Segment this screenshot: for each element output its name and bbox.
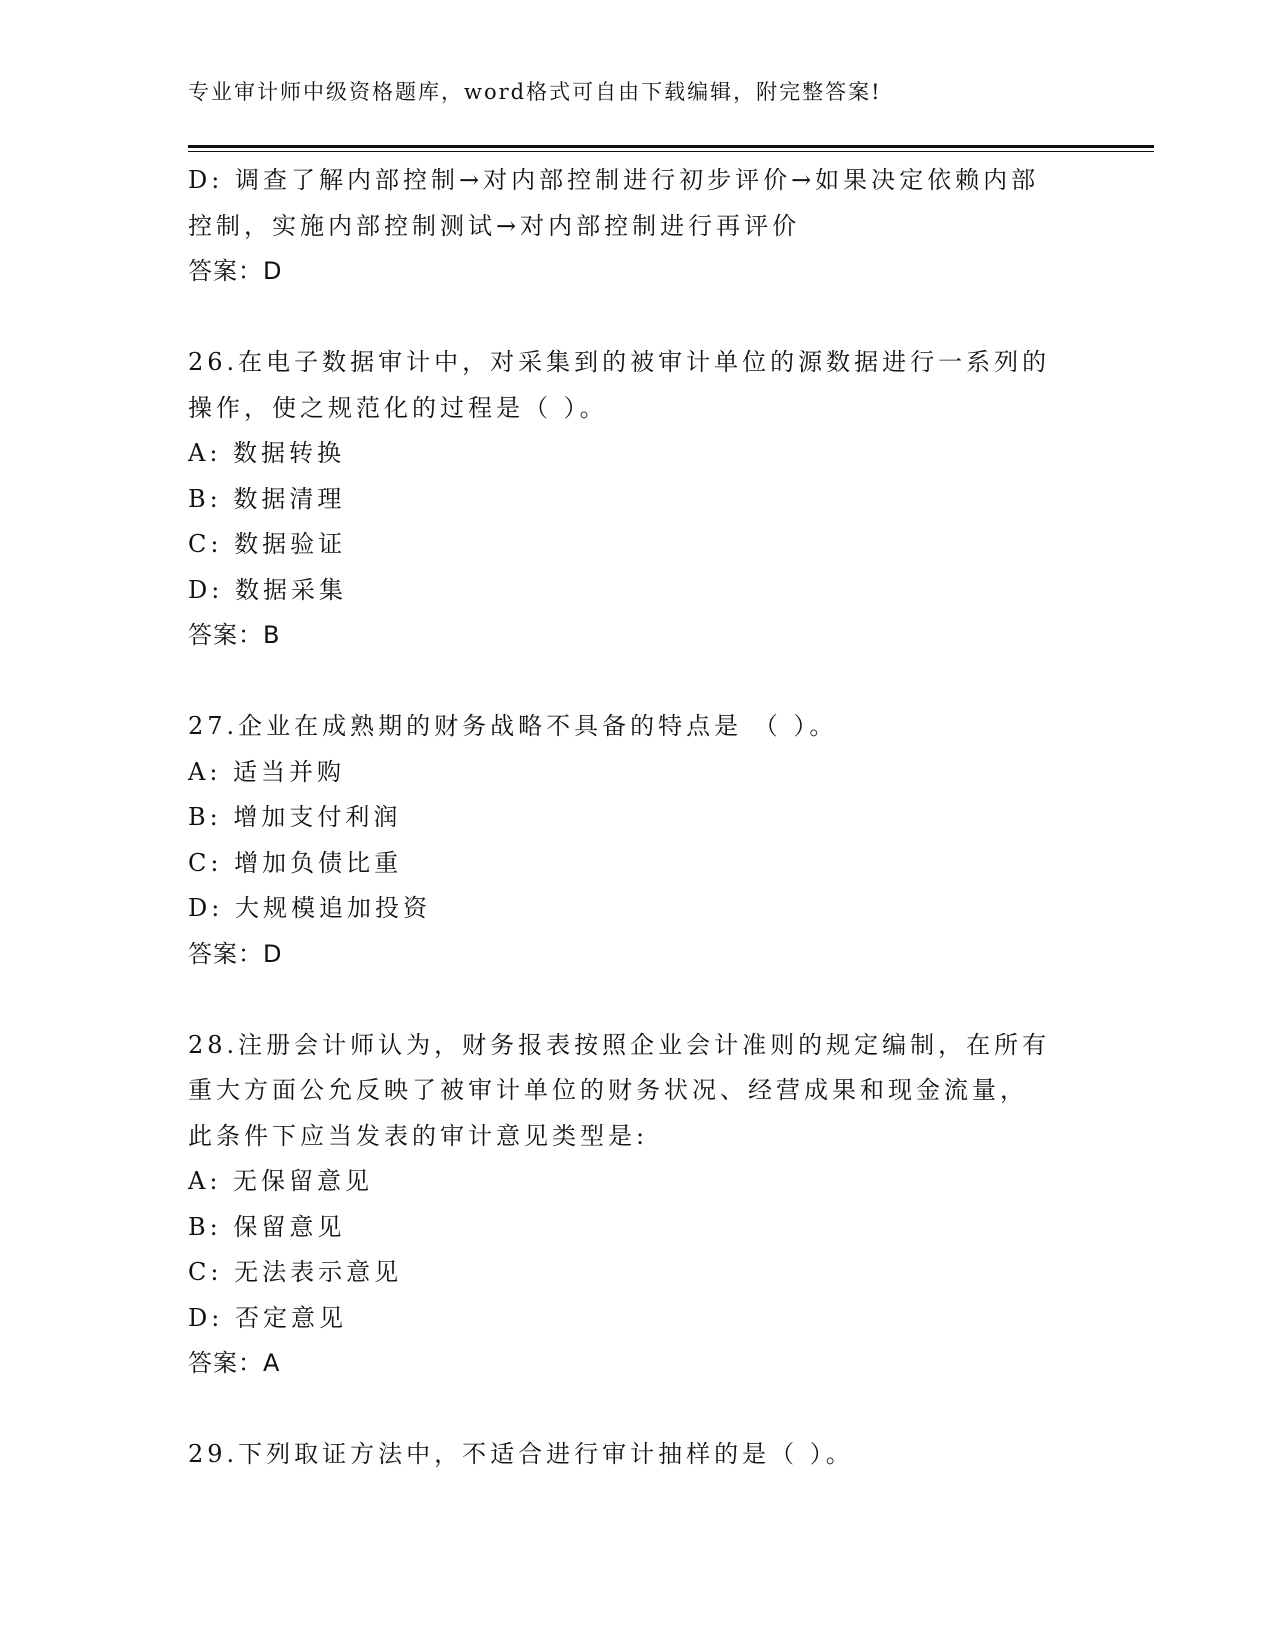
question-stem-line: 此条件下应当发表的审计意见类型是: bbox=[188, 1121, 649, 1150]
spacer bbox=[188, 1387, 1088, 1433]
option-c: C: 增加负债比重 bbox=[188, 848, 403, 877]
option-c: C: 数据验证 bbox=[188, 530, 347, 558]
option-b: B: 增加支付利润 bbox=[188, 803, 402, 831]
option-a: A: 数据转换 bbox=[188, 439, 346, 467]
option-b: B: 保留意见 bbox=[188, 1212, 346, 1241]
option-d: D: 大规模追加投资 bbox=[188, 894, 431, 922]
spacer bbox=[188, 659, 1088, 705]
header-double-rule bbox=[188, 145, 1154, 152]
question-28 bbox=[188, 1023, 1088, 1387]
answer-line: 答案：D bbox=[188, 257, 283, 285]
question-stem-line: 28.注册会计师认为，财务报表按照企业会计准则的规定编制，在所有 bbox=[188, 1030, 1051, 1059]
question-27 bbox=[188, 704, 1088, 977]
answer-line: 答案：A bbox=[188, 1349, 281, 1377]
option-d: D: 数据采集 bbox=[188, 575, 347, 604]
option-a: A: 适当并购 bbox=[188, 757, 346, 786]
question-stem-line: 29.下列取证方法中，不适合进行审计抽样的是（ ）。 bbox=[188, 1440, 854, 1468]
question-stem-line: 27.企业在成熟期的财务战略不具备的特点是 （ ）。 bbox=[188, 712, 838, 740]
question-stem-line: 26.在电子数据审计中，对采集到的被审计单位的源数据进行一系列的 bbox=[188, 348, 1051, 376]
question-29 bbox=[188, 1432, 1088, 1478]
option-d-line-1: D: 调查了解内部控制→对内部控制进行初步评价→如果决定依赖内部 bbox=[188, 166, 1040, 194]
question-25-continued bbox=[188, 158, 1088, 295]
option-c: C: 无法表示意见 bbox=[188, 1258, 403, 1286]
answer-line: 答案：D bbox=[188, 939, 283, 968]
spacer bbox=[188, 977, 1088, 1023]
question-stem-line: 重大方面公允反映了被审计单位的财务状况、经营成果和现金流量， bbox=[188, 1076, 1028, 1104]
spacer bbox=[188, 295, 1088, 341]
question-stem-line: 操作，使之规范化的过程是（ ）。 bbox=[188, 393, 608, 422]
document-body bbox=[188, 158, 1088, 1478]
option-d-line-2: 控制，实施内部控制测试→对内部控制进行再评价 bbox=[188, 211, 801, 240]
question-26 bbox=[188, 340, 1088, 659]
option-a: A: 无保留意见 bbox=[188, 1167, 374, 1195]
option-d: D: 否定意见 bbox=[188, 1303, 347, 1332]
option-b: B: 数据清理 bbox=[188, 484, 346, 513]
page-header-text: 专业审计师中级资格题库，word格式可自由下载编辑，附完整答案! bbox=[188, 80, 882, 104]
answer-line: 答案：B bbox=[188, 621, 281, 649]
